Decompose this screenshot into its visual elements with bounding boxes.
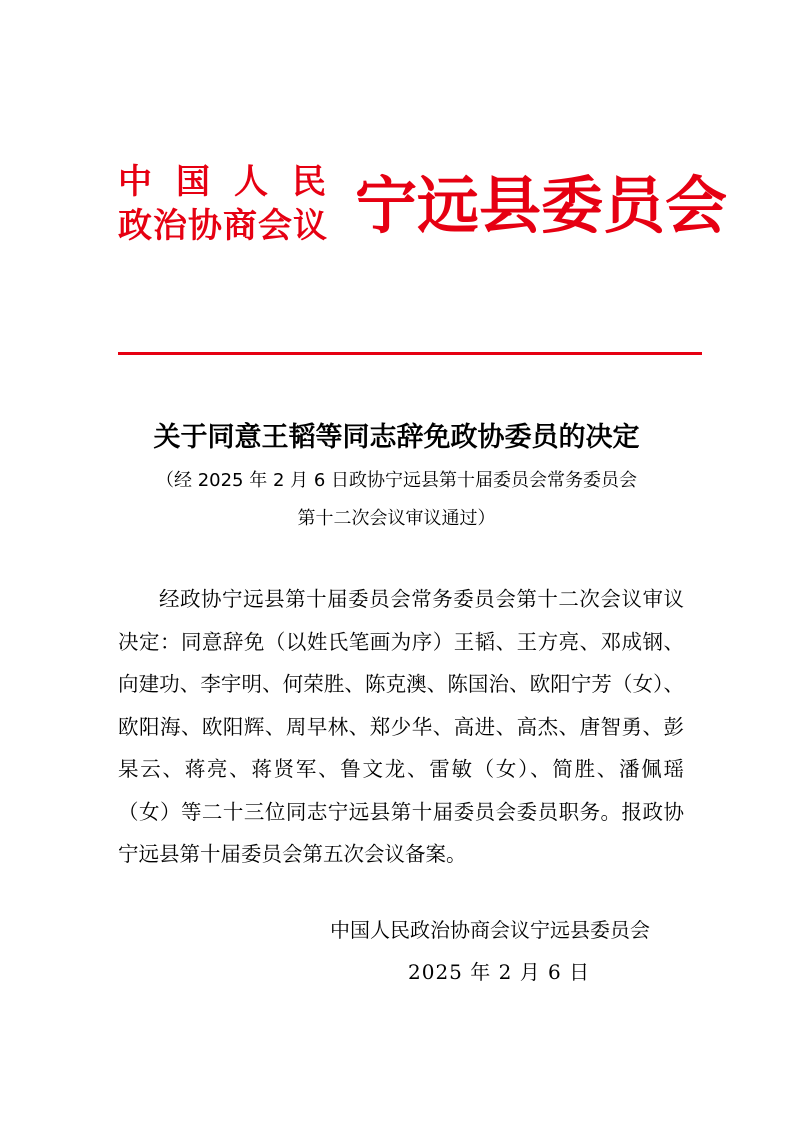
document-title: 关于同意王韬等同志辞免政协委员的决定	[153, 422, 640, 453]
document-date: 2025 年 2 月 6 日	[408, 960, 591, 984]
letterhead-org-line1: 中国人民	[118, 162, 350, 202]
letterhead-org-line2: 政治协商会议	[118, 206, 328, 246]
document-signature: 中国人民政治协商会议宁远县委员会	[330, 918, 650, 942]
letterhead-committee-name: 宁远县委员会	[355, 169, 728, 242]
letterhead-divider	[118, 352, 702, 355]
document-subtitle-line1: （经 2025 年 2 月 6 日政协宁远县第十届委员会常务委员会	[155, 470, 638, 491]
document-body: 经政协宁远县第十届委员会常务委员会第十二次会议审议决定：同意辞免（以姓氏笔画为序）王韬、王方亮、邓成钢、向建功、李宇明、何荣胜、陈克澳、陈国治、欧阳宁芳（女）、欧阳海、欧阳辉、周早林、郑少华、高进、高杰、唐智勇、彭杲云、蒋亮、蒋贤军、鲁文龙、雷敏（女）、简胜、潘佩瑶（女）等二十三位同志宁远县第十届委员会委员职务。报政协宁远县第十届委员会第五次会议备案。	[118, 587, 684, 866]
document-subtitle-line2: 第十二次会议审议通过）	[297, 508, 496, 529]
letterhead-org-name	[118, 160, 348, 248]
